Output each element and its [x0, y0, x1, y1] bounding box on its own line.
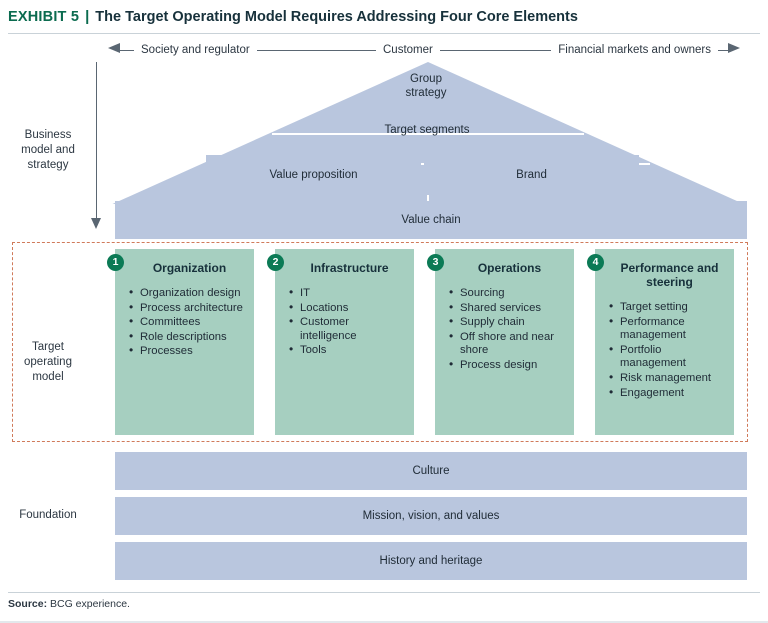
foundation-row-culture: Culture [115, 452, 747, 490]
list-item: • IT [289, 287, 406, 301]
roof-target-segments: Target segments [384, 124, 470, 136]
pillar-performance-list [605, 301, 726, 400]
pillar-organization [115, 249, 254, 435]
business-model-axis-line [96, 62, 97, 222]
list-item: • Committees [129, 316, 246, 330]
pillar-organization-badge: 1 [107, 254, 124, 271]
list-item: • Risk management [609, 372, 726, 386]
list-item: • Off shore and near shore [449, 331, 566, 358]
pillar-organization-title: Organization [152, 261, 227, 275]
band-label-business-model [6, 128, 90, 173]
roof-group-strategy-line2: strategy [405, 87, 447, 99]
pillar-infrastructure-badge: 2 [267, 254, 284, 271]
band-label-business-model-line3: strategy [27, 159, 69, 171]
list-item: • Organization design [129, 287, 246, 301]
source-label: Source: [8, 598, 48, 610]
pillar-organization-list [125, 287, 246, 359]
list-item: • Target setting [609, 301, 726, 315]
list-item: • Performance management [609, 316, 726, 343]
roof-brand: Brand [424, 155, 639, 195]
axis-label-financial-markets: Financial markets and owners [551, 40, 718, 60]
list-item: • Sourcing [449, 287, 566, 301]
roof-group-strategy [366, 69, 486, 103]
pillar-operations-list [445, 287, 566, 373]
list-item: • Processes [129, 345, 246, 359]
band-label-foundation [6, 508, 90, 523]
roof-group-strategy-line1: Group [410, 73, 442, 85]
list-item: • Process design [449, 359, 566, 373]
arrow-down-icon [91, 218, 101, 229]
arrow-left-icon [108, 43, 120, 53]
axis-label-customer: Customer [376, 40, 440, 60]
band-label-tom-line2: operating [24, 356, 72, 368]
band-label-tom-line1: Target [32, 341, 64, 353]
list-item: • Process architecture [129, 302, 246, 316]
roof-value-proposition: Value proposition [206, 155, 421, 195]
list-item: • Tools [289, 344, 406, 358]
band-label-business-model-line2: model and [21, 144, 75, 156]
pillar-performance-title: Performance and steering [620, 261, 719, 289]
list-item: • Role descriptions [129, 331, 246, 345]
axis-label-society: Society and regulator [134, 40, 257, 60]
list-item: • Supply chain [449, 316, 566, 330]
band-label-business-model-line1: Business [24, 129, 72, 141]
roof-value-chain: Value chain [115, 201, 747, 239]
pillar-performance-and-steering [595, 249, 734, 435]
list-item: • Engagement [609, 387, 726, 401]
list-item: • Portfolio management [609, 344, 726, 371]
exhibit-title: The Target Operating Model Requires Addressing Four Core Elements [95, 9, 578, 25]
foundation-row-mission-vision-values: Mission, vision, and values [115, 497, 747, 535]
foundation-row-history-heritage: History and heritage [115, 542, 747, 580]
list-item: • Shared services [449, 302, 566, 316]
page-title [8, 8, 760, 34]
pillar-performance-badge: 4 [587, 254, 604, 271]
pillar-operations-title: Operations [477, 261, 542, 275]
stakeholder-axis [100, 40, 748, 60]
pillar-infrastructure-list [285, 287, 406, 358]
arrow-right-icon [728, 43, 740, 53]
title-divider [8, 33, 760, 34]
pillar-infrastructure-title: Infrastructure [310, 261, 389, 275]
pillar-infrastructure [275, 249, 414, 435]
exhibit-label: EXHIBIT 5 [8, 9, 80, 25]
source-text: BCG experience. [47, 598, 130, 610]
title-separator: | [85, 8, 90, 25]
band-label-foundation-text: Foundation [19, 509, 77, 521]
list-item: • Locations [289, 302, 406, 316]
source-note [8, 598, 130, 610]
source-divider [8, 592, 760, 593]
pillar-operations [435, 249, 574, 435]
list-item: • Customer intelligence [289, 316, 406, 343]
band-label-tom-line3: model [32, 371, 64, 383]
pillar-operations-badge: 3 [427, 254, 444, 271]
